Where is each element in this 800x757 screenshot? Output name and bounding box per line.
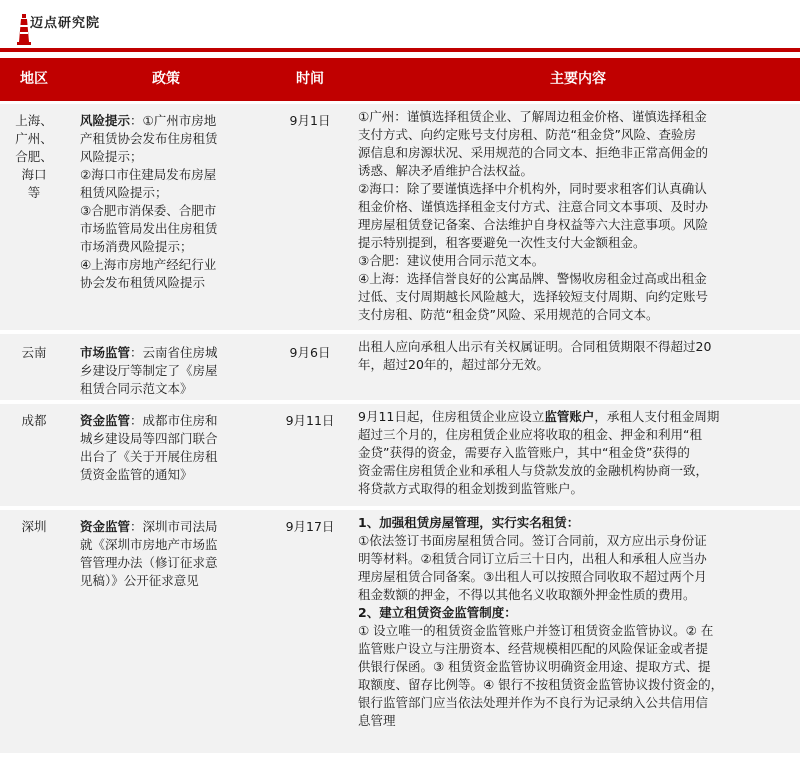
header-time: 时间 (296, 71, 324, 87)
policy-line: 见稿）》公开征求意见 (80, 573, 199, 588)
policy-cell (80, 344, 258, 398)
content-highlight: 监管账户 (544, 409, 595, 424)
table-row (0, 404, 800, 506)
policy-title: 风险提示 (80, 113, 131, 128)
region-line: 深圳 (21, 519, 47, 534)
policy-line: 市场监管局发出住房租赁 (80, 221, 218, 236)
region-line: 等 (27, 185, 41, 200)
policy-line: 城乡建设局等四部门联合 (80, 431, 218, 446)
table-row (0, 104, 800, 330)
content-cell (358, 108, 794, 324)
region-cell (6, 112, 62, 202)
content-line: 诱惑、解决矛盾维护合法权益。 (358, 163, 534, 178)
policy-line: ：云南省住房城 (130, 345, 218, 360)
time-cell: 9月11日 (285, 413, 335, 428)
table-row (0, 510, 800, 753)
content-line: 超过三个月的，住房租赁企业应将收取的租金、押金和利用“租 (358, 427, 702, 442)
content-line: 资金需住房租赁企业和承租人与贷款发放的金融机构协商一致， (358, 463, 709, 478)
region-cell (6, 518, 62, 536)
policy-line: 租赁合同示范文本》 (80, 381, 193, 396)
policy-cell (80, 412, 258, 484)
content-line: 将贷款方式取得的租金划拨到监管账户。 (358, 481, 584, 496)
content-line: ①依法签订书面房屋租赁合同。签订合同前，双方应出示身份证 (358, 533, 707, 548)
content-line: 出租人应向承租人出示有关权属证明。合同租赁期限不得超过20 (358, 339, 712, 354)
policy-line: ③合肥市消保委、合肥市 (80, 203, 217, 218)
time-cell: 9月1日 (289, 113, 331, 128)
content-line: 过低、支付周期越长风险越大，选择较短支付周期、向约定账号 (358, 289, 709, 304)
content-line: 租金数额的押金，不得以其他名义收取额外押金性质的费用。 (358, 587, 696, 602)
region-cell (6, 412, 62, 430)
policy-cell (80, 518, 258, 590)
time-cell: 9月6日 (289, 345, 331, 360)
content-line: ④上海：选择信誉良好的公寓品牌、警惕收房租金过高或出租金 (358, 271, 707, 286)
content-line: ① 设立唯一的租赁资金监管账户并签订租赁资金监管协议。② 在 (358, 623, 714, 638)
header-content: 主要内容 (550, 71, 606, 87)
region-line: 上海、 (15, 113, 53, 128)
policy-line: 市场消费风险提示； (80, 239, 193, 254)
policy-line: ：成都市住房和 (130, 413, 218, 428)
time-cell: 9月17日 (285, 519, 335, 534)
section-title: 2、建立租赁资金监管制度： (358, 605, 517, 620)
content-line: ③合肥：建议使用合同示范文本。 (358, 253, 545, 268)
content-line: 租金价格、谨慎选择租金支付方式、注意合同文本事项、及时办 (358, 199, 709, 214)
content-line: 金贷”获得的资金，需要存入监管账户，其中“租金贷”获得的 (358, 445, 690, 460)
region-line: 合肥、 (15, 149, 53, 164)
section-title: 1、加强租赁房屋管理，实行实名租赁： (358, 515, 580, 530)
content-line: 息管理 (358, 713, 396, 728)
content-line: ②海口：除了要谨慎选择中介机构外，同时要求租客们认真确认 (358, 181, 707, 196)
content-line: 提示特别提到，租客要避免一次性支付大金额租金。 (358, 235, 646, 250)
content-line: 监管账户设立与注册资本、经营规模相匹配的风险保证金或者提 (358, 641, 709, 656)
policy-line: ：①广州市房地 (130, 113, 217, 128)
policy-title: 市场监管 (80, 345, 131, 360)
content-line: 明等材料。②租赁合同订立后三十日内，出租人和承租人应当办 (358, 551, 707, 566)
content-cell (358, 338, 794, 374)
region-line: 海口 (21, 167, 47, 182)
policy-line: ②海口市住建局发布房屋 (80, 167, 217, 182)
content-cell (358, 408, 794, 498)
policy-title: 资金监管 (80, 413, 131, 428)
logo-name: 迈点研究院 (30, 16, 101, 31)
content-line: ①广州：谨慎选择租赁企业、了解周边租金价格、谨慎选择租金 (358, 109, 707, 124)
policy-line: 风险提示； (80, 149, 143, 164)
region-line: 成都 (21, 413, 47, 428)
policy-line: 管管理办法（修订征求意 (80, 555, 218, 570)
policy-line: 产租赁协会发布住房租赁 (80, 131, 218, 146)
policy-line: 就《深圳市房地产市场监 (80, 537, 218, 552)
policy-line: 赁资金监管的通知》 (80, 467, 193, 482)
content-line: 银行监管部门应当依法处理并作为不良行为记录纳入公共信用信 (358, 695, 709, 710)
header-region: 地区 (20, 71, 48, 87)
region-line: 云南 (21, 345, 47, 360)
policy-line: 协会发布租赁风险提示 (80, 275, 206, 290)
content-line: 支付方式、向约定账号支付房租、防范“租金贷”风险、查验房 (358, 127, 696, 142)
content-line: 源信息和房源状况、采用规范的合同文本、拒绝非正常高佣金的 (358, 145, 709, 160)
content-line: 理房屋租赁登记备案、合法维护自身权益等六大注意事项。风险 (358, 217, 709, 232)
policy-line: 租赁风险提示； (80, 185, 168, 200)
header-divider (0, 48, 800, 52)
policy-title: 资金监管 (80, 519, 131, 534)
content-line: 支付房租、防范“租金贷”风险、采用规范的合同文本。 (358, 307, 659, 322)
header-policy: 政策 (152, 71, 180, 87)
content-cell (358, 514, 794, 730)
content-line: 供银行保函。③ 租赁资金监管协议明确资金用途、提取方式、提 (358, 659, 711, 674)
policy-line: 乡建设厅等制定了《房屋 (80, 363, 218, 378)
policy-line: 出台了《关于开展住房租 (80, 449, 218, 464)
table-header (0, 58, 800, 101)
policy-line: ④上海市房地产经纪行业 (80, 257, 217, 272)
content-text: ，承租人支付租金周期 (594, 409, 720, 424)
policy-line: ：深圳市司法局 (130, 519, 218, 534)
table-row (0, 334, 800, 400)
content-line: 取额度、留存比例等。④ 银行不按租赁资金监管协议拨付资金的， (358, 677, 724, 692)
content-line: 理房屋租赁合同备案。③出租人可以按照合同收取不超过两个月 (358, 569, 707, 584)
content-text: 9月11日起，住房租赁企业应设立 (358, 409, 545, 424)
content-line: 年，超过20年的，超过部分无效。 (358, 357, 549, 372)
region-line: 广州、 (15, 131, 53, 146)
policy-cell (80, 112, 258, 292)
region-cell (6, 344, 62, 362)
